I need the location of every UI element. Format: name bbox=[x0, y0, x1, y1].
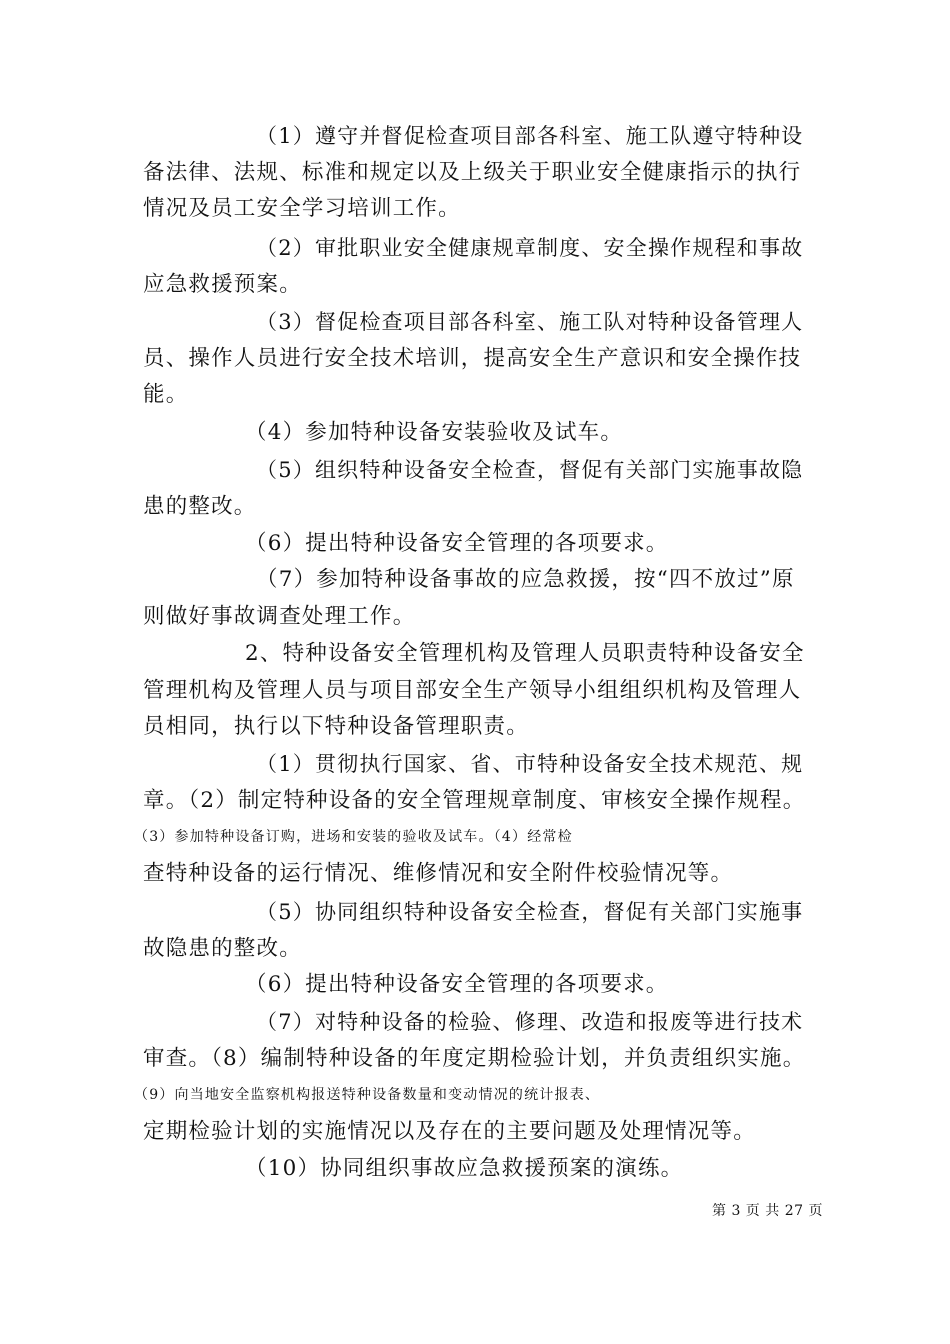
page-number-footer: 第 3 页 共 27 页 bbox=[712, 1203, 823, 1219]
text-line: （9）向当地安全监察机构报送特种设备数量和变动情况的统计报表、 bbox=[134, 1087, 601, 1103]
paragraph-7 bbox=[143, 562, 811, 635]
text-line: 员、操作人员进行安全技术培训，提高安全生产意识和安全操作技 bbox=[143, 345, 802, 371]
text-line: （10）协同组织事故应急救援预案的演练。 bbox=[245, 1156, 684, 1181]
text-line: 定期检验计划的实施情况以及存在的主要问题及处理情况等。 bbox=[143, 1118, 756, 1144]
paragraph-9 bbox=[134, 746, 811, 892]
text-line: （5）组织特种设备安全检查，督促有关部门实施事故隐 bbox=[256, 458, 804, 482]
text-line: 应急救援预案。 bbox=[143, 271, 302, 297]
text-line: 审查。（8）编制特种设备的年度定期检验计划，并负责组织实施。 bbox=[143, 1045, 806, 1071]
text-line: （1）遵守并督促检查项目部各科室、施工队遵守特种设 bbox=[256, 124, 804, 148]
text-line: 备法律、法规、标准和规定以及上级关于职业安全健康指示的执行 bbox=[143, 159, 802, 185]
text-line: 能。 bbox=[143, 382, 189, 407]
text-line: （6）提出特种设备安全管理的各项要求。 bbox=[245, 531, 669, 556]
text-line: 2、特种设备安全管理机构及管理人员职责特种设备安全 bbox=[245, 641, 805, 666]
paragraph-1 bbox=[143, 118, 811, 228]
paragraph-3 bbox=[143, 304, 811, 414]
text-line: （6）提出特种设备安全管理的各项要求。 bbox=[245, 972, 669, 997]
text-line: （5）协同组织特种设备安全检查，督促有关部门实施事 bbox=[256, 900, 804, 924]
paragraph-8 bbox=[143, 636, 811, 746]
paragraph-11 bbox=[143, 967, 811, 1004]
text-line: 患的整改。 bbox=[143, 493, 257, 519]
paragraph-5 bbox=[143, 452, 811, 525]
text-line: 管理机构及管理人员与项目部安全生产领导小组组织机构及管理人 bbox=[143, 677, 802, 703]
text-line: （4）参加特种设备安装验收及试车。 bbox=[245, 420, 624, 445]
text-line: 情况及员工安全学习培训工作。 bbox=[143, 196, 461, 221]
text-line: （7）对特种设备的检验、修理、改造和报废等进行技术 bbox=[256, 1010, 804, 1034]
text-line: （2）审批职业安全健康规章制度、安全操作规程和事故 bbox=[256, 236, 804, 260]
paragraph-6 bbox=[143, 526, 811, 563]
text-line: （7）参加特种设备事故的应急救援，按“四不放过”原 bbox=[256, 567, 795, 592]
paragraph-2 bbox=[143, 230, 811, 303]
text-line: （3）督促检查项目部各科室、施工队对特种设备管理人 bbox=[256, 310, 804, 334]
text-line: 故隐患的整改。 bbox=[143, 935, 302, 961]
text-line: （1）贯彻执行国家、省、市特种设备安全技术规范、规 bbox=[256, 752, 804, 776]
paragraph-13 bbox=[143, 1151, 811, 1188]
paragraph-4 bbox=[143, 415, 811, 452]
text-line: 章。（2）制定特种设备的安全管理规章制度、审核安全操作规程。 bbox=[143, 787, 806, 813]
paragraph-10 bbox=[143, 894, 811, 967]
text-line: 员相同，执行以下特种设备管理职责。 bbox=[143, 714, 529, 739]
text-line: 查特种设备的运行情况、维修情况和安全附件校验情况等。 bbox=[143, 860, 734, 886]
paragraph-12 bbox=[134, 1004, 811, 1150]
text-line: 则做好事故调查处理工作。 bbox=[143, 603, 416, 629]
text-line: （3）参加特种设备订购，进场和安装的验收及试车。（4）经常检 bbox=[134, 829, 573, 845]
